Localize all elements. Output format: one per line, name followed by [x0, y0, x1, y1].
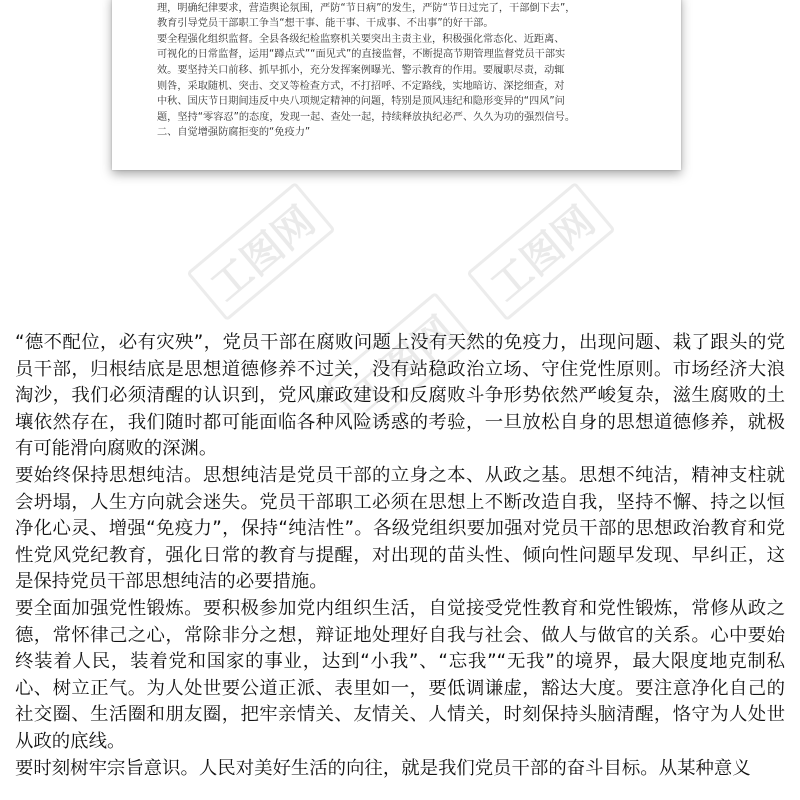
preview-line: 二、自觉增强防腐拒变的“免疫力” — [157, 127, 311, 139]
article-body — [15, 330, 785, 782]
watermark: 工图网 — [466, 182, 615, 322]
watermark: 工图网 — [186, 182, 335, 322]
article-paragraph: 要始终保持思想纯洁。思想纯洁是党员干部的立身之本、从政之基。思想不纯洁，精神支柱就会坍塌，人生方向就会迷失。党员干部职工必须在思想上不断改造自我，坚持不懈、持之以恒净化心灵、增强“免疫力”，保持“纯洁性”。各级党组织要加强对党员干部的思想政治教育和党性党风党纪教育，强化日常的教育与提醒，对出现的苗头性、倾向性问题早发现、早纠正，这是保持党员干部思想纯洁的必要措施。 — [15, 464, 785, 593]
watermark: 工图网 — [326, 292, 475, 432]
preview-line: 要全程强化组织监督。全县各级纪检监察机关要突出主责主业，积极强化常态化、近距离、 — [157, 33, 565, 45]
preview-line: 教育引导党员干部职工争当“想干事、能干事、干成事、不出事”的好干部。 — [157, 18, 494, 30]
preview-line: 则咎，采取随机、突击、交叉等检查方式，不打招呼、不定路线，实地暗访、深挖细查，对 — [157, 80, 565, 92]
preview-line: 效。要坚持关口前移、抓早抓小，充分发挥案例曝光、警示教育的作用。要履职尽责，动辄 — [157, 64, 565, 76]
preview-line: 理，明确纪律要求，营造舆论氛围，严防“节日病”的发生，严防“节日过完了，干部倒下去”， — [157, 2, 576, 14]
preview-line: 题，坚持“零容忍”的态度，发现一起、查处一起，持续释放执纪必严、久久为功的强烈信号。 — [157, 111, 576, 123]
article-paragraph: “德不配位，必有灾殃”，党员干部在腐败问题上没有天然的免疫力，出现问题、栽了跟头的党员干部，归根结底是思想道德修养不过关，没有站稳政治立场、守住党性原则。市场经济大浪淘沙，我们必须清醒的认识到，党风廉政建设和反腐败斗争形势依然严峻复杂，滋生腐败的土壤依然存在，我们随时都可能面临各种风险诱惑的考验，一旦放松自身的思想道德修养，就极有可能滑向腐败的深渊。 — [15, 332, 785, 460]
document-preview-card — [112, 0, 681, 170]
article-paragraph: 要全面加强党性锻炼。要积极参加党内组织生活，自觉接受党性教育和党性锻炼，常修从政之德，常怀律己之心，常除非分之想，辩证地处理好自我与社会、做人与做官的关系。心中要始终装着人民，装着党和国家的事业，达到“小我”、“忘我”“无我”的境界，最大限度地克制私心、树立正气。为人处世要公道正派、表里如一，要低调谦虚，豁达大度。要注意净化自己的社交圈、生活圈和朋友圈，把牢亲情关、友情关、人情关，时刻保持头脑清醒，恪守为人处世从政的底线。 — [15, 597, 785, 752]
article-paragraph: 要时刻树牢宗旨意识。人民对美好生活的向往，就是我们党员干部的奋斗目标。从某种意义 — [15, 757, 751, 779]
preview-line: 中秋、国庆节日期间违反中央八项规定精神的问题，特别是顶风违纪和隐形变异的“四风”问 — [157, 96, 565, 108]
preview-text-block — [157, 0, 637, 141]
preview-line: 可视化的日常监督，运用“蹲点式”“面见式”的直接监督，不断提高节期管理监督党员干部实 — [157, 49, 566, 61]
